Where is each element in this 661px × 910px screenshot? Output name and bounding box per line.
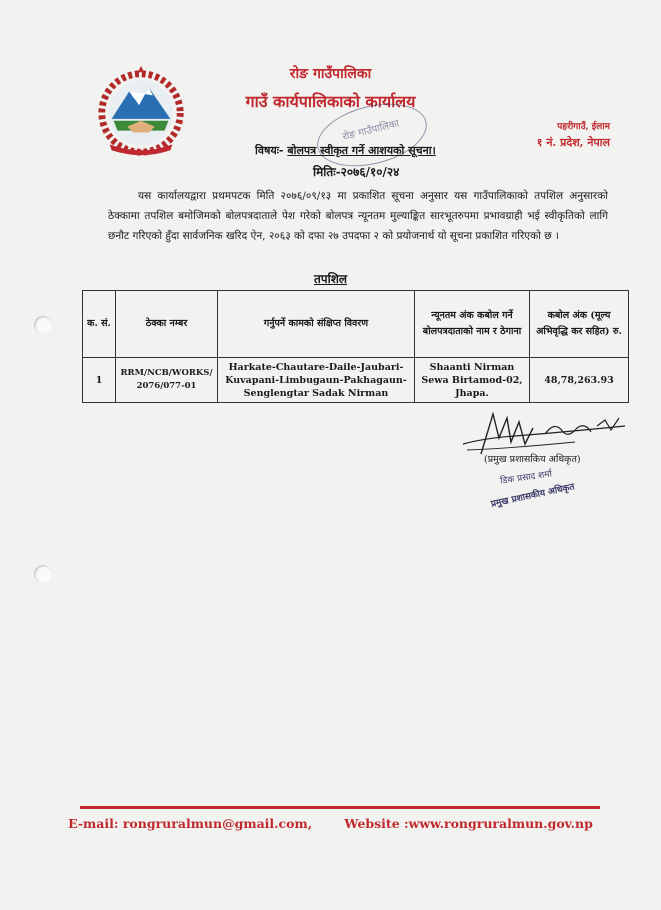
cell-contract-no: RRM/NCB/WORKS/ 2076/077-01 xyxy=(116,358,218,403)
punch-hole xyxy=(34,565,52,583)
office-stamp: रोङ गाउँपालिका xyxy=(311,93,434,176)
cell-bidder: Shaanti Nirman Sewa Birtamod-02, Jhapa. xyxy=(415,358,530,403)
header-sn: क. सं. xyxy=(83,291,116,358)
cell-amount: 48,78,263.93 xyxy=(530,358,629,403)
footer-divider xyxy=(80,806,600,809)
signatory-stamp-name: डिक प्रसाद शर्मा xyxy=(499,469,553,487)
footer-website: Website :www.rongruralmun.gov.np xyxy=(344,816,593,831)
subject-value: बोलपत्र स्वीकृत गर्ने आशयको सूचना। xyxy=(287,144,436,157)
notice-date: मितिः-२०७६/१०/२४ xyxy=(313,165,400,179)
footer-email: E-mail: rongruralmun@gmail.com, xyxy=(68,816,313,831)
punch-hole xyxy=(34,316,52,334)
cell-description: Harkate-Chautare-Daile-Jaubari-Kuvapani-Limbugaun-Pakhagaun-Senglengtar Sadak Nirman xyxy=(218,358,415,403)
table-header-row xyxy=(83,291,629,358)
header-amount: कबोल अंक (मूल्य अभिवृद्धि कर सहित) रु. xyxy=(530,291,629,358)
footer-contact xyxy=(0,816,661,831)
table-title: तपशिल xyxy=(313,272,348,286)
office-name: गाउँ कार्यपालिकाको कार्यालय xyxy=(245,92,416,111)
signatory-title: (प्रमुख प्रशासकिय अधिकृत) xyxy=(484,454,581,465)
subject-line xyxy=(255,143,436,158)
signatory-stamp-role: प्रमुख प्रशासकीय अधिकृत xyxy=(490,482,576,510)
cell-sn: 1 xyxy=(83,358,116,403)
table-row xyxy=(83,358,629,403)
address-village: पहरीगाउँ, ईलाम xyxy=(557,122,610,132)
municipality-name: रोङ गाउँपालिका xyxy=(289,66,372,82)
header-contract-no: ठेक्का नम्बर xyxy=(116,291,218,358)
details-table xyxy=(82,290,629,403)
address-province: १ नं. प्रदेश, नेपाल xyxy=(536,136,610,149)
header-bidder: न्यूनतम अंक कबोल गर्ने बोलपत्रदाताको नाम र ठेगाना xyxy=(415,291,530,358)
header-description: गर्नुपर्ने कामको संक्षिप्त विवरण xyxy=(218,291,415,358)
subject-label: विषयः- xyxy=(255,144,284,157)
notice-body: यस कार्यालयद्वारा प्रथमपटक मिति २०७६/०९/१३ मा प्रकाशित सूचना अनुसार यस गाउँपालिकाको तपशिल अनुसारको ठेक्कामा तपशिल बमोजिमको बोलपत्रदाताले पेश गरेको बोलपत्र न्यूनतम मुल्याङ्कित सारभूतरुपमा प्रभावग्राही भई स्वीकृतिको लागि छनौट गरिएको हुँदा सार्वजनिक खरिद ऐन, २०६३ को दफा २७ उपदफा २ को प्रयोजनार्थ यो सूचना प्रकाशित गरिएको छ । xyxy=(108,190,608,242)
